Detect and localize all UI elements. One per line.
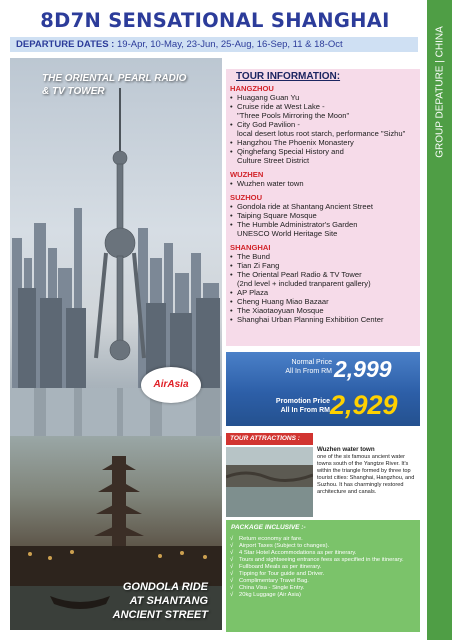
normal-price-label: Normal Price All In From RM <box>285 359 332 375</box>
list-item: • Huagang Guan Yu <box>230 93 418 102</box>
package-item: √ 20kg Luggage (Air Asia) <box>230 592 301 598</box>
check-icon: √ <box>230 536 234 542</box>
attraction-description: Wuzhen water town one of the six famous ancient water towns south of the Yangtze River. It's within the triangle formed by three top tourist cities: Shanghai, Hangzhou, and Suzhou. It has charmingly restored architecture and canals. <box>317 446 415 495</box>
check-icon: √ <box>230 592 234 598</box>
package-item: √ Fullboard Meals as per itinerary. <box>230 564 322 570</box>
list-item: • Qinghefang Special History and <box>230 147 418 156</box>
check-icon: √ <box>230 585 234 591</box>
list-item: • AP Plaza <box>230 288 418 297</box>
list-item: • Gondola ride at Shantang Ancient Street <box>230 202 418 211</box>
package-item: √ Complimentary Travel Bag. <box>230 578 309 584</box>
city-heading-suzhou: SUZHOU <box>230 193 263 202</box>
side-band <box>427 0 452 640</box>
city-heading-hangzhou: HANGZHOU <box>230 84 274 93</box>
tour-information-panel <box>226 69 420 346</box>
pearl-tower-caption: THE ORIENTAL PEARL RADIO & TV TOWER <box>42 73 187 97</box>
list-item: • Shanghai Urban Planning Exhibition Center <box>230 315 418 324</box>
page-title: 8D7N SENSATIONAL SHANGHAI <box>40 9 390 32</box>
wuzhen-illustration <box>226 447 313 517</box>
package-item: √ China Visa - Single Entry. <box>230 585 305 591</box>
tour-attractions-header: TOUR ATTRACTIONS : <box>226 433 313 445</box>
gondola-caption: GONDOLA RIDE AT SHANTANG ANCIENT STREET <box>112 581 208 621</box>
list-item: • The Xiaotaoyuan Mosque <box>230 306 418 315</box>
package-inclusive-panel <box>226 520 420 632</box>
list-item-continuation: "Three Pools Mirroring the Moon" <box>237 111 350 120</box>
attraction-name: Wuzhen water town <box>317 446 375 453</box>
package-item: √ Airport Taxes (Subject to changes). <box>230 543 330 549</box>
check-icon: √ <box>230 564 234 570</box>
list-item: • The Oriental Pearl Radio & TV Tower <box>230 270 418 279</box>
list-item-continuation: local desert lotus root starch, performance "Sizhu" <box>237 129 406 138</box>
list-item: • City God Pavilion - <box>230 120 418 129</box>
list-item: • Taiping Square Mosque <box>230 211 418 220</box>
package-item: √ Tours and sightseeing entrance fees as specified in the itinerary. <box>230 557 404 563</box>
list-item: • Tian Zi Fang <box>230 261 418 270</box>
side-label: GROUP DEPATURE | CHINA <box>434 26 445 158</box>
check-icon: √ <box>230 571 234 577</box>
city-heading-shanghai: SHANGHAI <box>230 243 271 252</box>
list-item: • The Humble Administrator's Garden <box>230 220 418 229</box>
city-heading-wuzhen: WUZHEN <box>230 170 264 179</box>
package-item: √ Tipping for Tour guide and Driver. <box>230 571 325 577</box>
departure-label: DEPARTURE DATES : <box>16 39 115 50</box>
list-item-continuation: (2nd level + included tranparent gallery) <box>237 279 371 288</box>
package-title: PACKAGE INCLUSIVE :- <box>231 524 306 531</box>
package-item: √ Return economy air fare. <box>230 536 303 542</box>
package-item: √ 4 Star Hotel Accommodations as per itinerary. <box>230 550 357 556</box>
tour-information-title: TOUR INFORMATION: <box>236 71 341 82</box>
check-icon: √ <box>230 543 234 549</box>
list-item: • Cruise ride at West Lake - <box>230 102 418 111</box>
check-icon: √ <box>230 550 234 556</box>
normal-price-value: 2,999 <box>334 356 392 382</box>
wuzhen-photo <box>226 447 313 517</box>
list-item: • Hangzhou The Phoenix Monastery <box>230 138 418 147</box>
list-item-continuation: UNESCO World Heritage Site <box>237 229 338 238</box>
list-item-continuation: Culture Street District <box>237 156 310 165</box>
airasia-logo: AirAsia <box>141 367 201 403</box>
check-icon: √ <box>230 578 234 584</box>
promo-price-label: Promotion Price All In From RM <box>275 398 330 414</box>
list-item: • The Bund <box>230 252 418 261</box>
departure-dates-bar <box>10 37 418 52</box>
package-list <box>230 536 416 599</box>
list-item: • Wuzhen water town <box>230 179 418 188</box>
check-icon: √ <box>230 557 234 563</box>
gondola-photo <box>10 436 222 630</box>
price-box <box>226 352 420 426</box>
list-item: • Cheng Huang Miao Bazaar <box>230 297 418 306</box>
departure-dates: 19-Apr, 10-May, 23-Jun, 25-Aug, 16-Sep, 11 & 18-Oct <box>117 39 343 50</box>
promo-price-value: 2,929 <box>330 390 398 420</box>
